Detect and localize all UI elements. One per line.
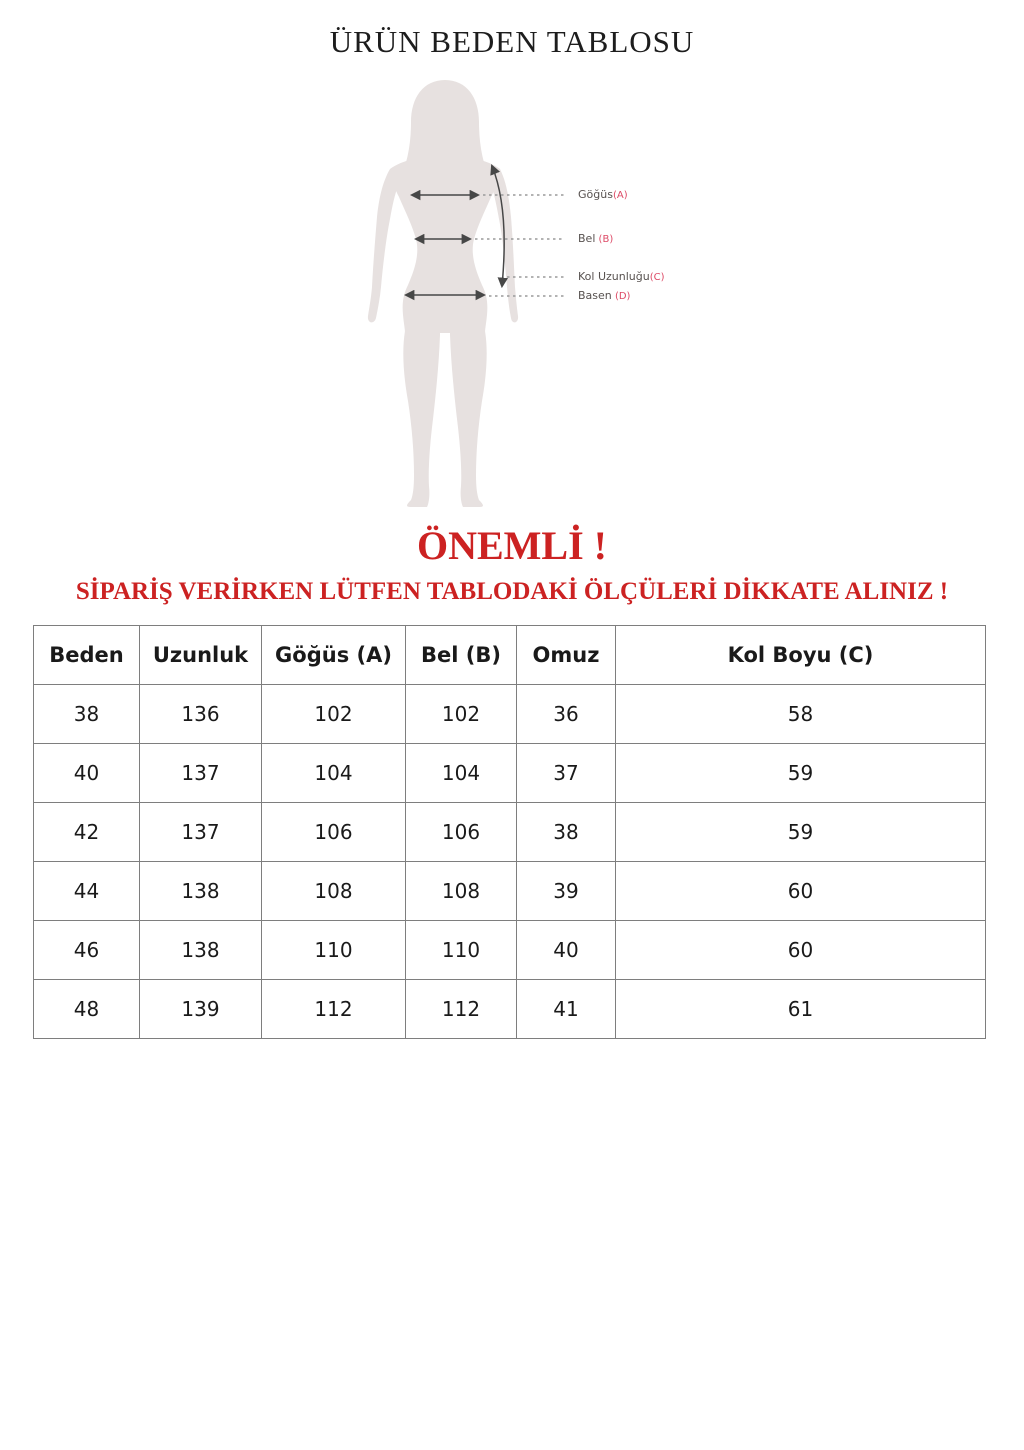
table-cell: 59 [616, 803, 986, 862]
table-cell: 106 [262, 803, 406, 862]
measurement-label-arm-length [578, 270, 665, 284]
measurement-name: Kol Uzunluğu [578, 270, 650, 283]
table-cell: 104 [262, 744, 406, 803]
table-cell: 60 [616, 862, 986, 921]
column-header: Bel (B) [406, 626, 517, 685]
table-cell: 40 [34, 744, 140, 803]
table-cell: 41 [517, 980, 616, 1039]
table-row [34, 803, 986, 862]
table-cell: 112 [406, 980, 517, 1039]
measurement-name: Basen [578, 289, 612, 302]
table-cell: 37 [517, 744, 616, 803]
table-row [34, 980, 986, 1039]
table-cell: 104 [406, 744, 517, 803]
table-cell: 112 [262, 980, 406, 1039]
silhouette-left-arm [368, 169, 401, 322]
table-cell: 48 [34, 980, 140, 1039]
important-heading: ÖNEMLİ ! [417, 523, 607, 568]
table-header-row [34, 626, 986, 685]
table-row [34, 921, 986, 980]
measurement-letter: (D) [611, 291, 631, 302]
silhouette-right-leg [450, 331, 487, 507]
column-header: Kol Boyu (C) [616, 626, 986, 685]
table-cell: 102 [262, 685, 406, 744]
table-cell: 110 [262, 921, 406, 980]
table-row [34, 862, 986, 921]
column-header: Omuz [517, 626, 616, 685]
order-warning-text: SİPARİŞ VERİRKEN LÜTFEN TABLODAKİ ÖLÇÜLERİ DİKKATE ALINIZ ! [75, 578, 949, 605]
measurement-letter: (A) [612, 190, 628, 201]
table-cell: 138 [140, 862, 262, 921]
table-cell: 137 [140, 744, 262, 803]
table-cell: 36 [517, 685, 616, 744]
table-cell: 61 [616, 980, 986, 1039]
measurement-label-waist [578, 232, 613, 246]
page-title: ÜRÜN BEDEN TABLOSU [329, 24, 695, 59]
table-cell: 39 [517, 862, 616, 921]
body-silhouette [368, 80, 518, 507]
table-cell: 136 [140, 685, 262, 744]
table-cell: 46 [34, 921, 140, 980]
column-header: Uzunluk [140, 626, 262, 685]
table-cell: 139 [140, 980, 262, 1039]
table-cell: 138 [140, 921, 262, 980]
table-cell: 38 [517, 803, 616, 862]
measurement-label-chest [578, 188, 628, 202]
table-cell: 106 [406, 803, 517, 862]
table-cell: 60 [616, 921, 986, 980]
table-cell: 58 [616, 685, 986, 744]
measurement-letter: (C) [649, 272, 665, 283]
table-cell: 59 [616, 744, 986, 803]
table-cell: 40 [517, 921, 616, 980]
measurement-name: Göğüs [578, 188, 613, 201]
size-diagram [350, 75, 575, 510]
column-header: Beden [34, 626, 140, 685]
table-cell: 44 [34, 862, 140, 921]
measurement-letter: (B) [595, 234, 614, 245]
silhouette-left-leg [403, 331, 440, 507]
measurement-name: Bel [578, 232, 596, 245]
size-table [33, 625, 986, 1039]
table-cell: 102 [406, 685, 517, 744]
table-row [34, 744, 986, 803]
table-row [34, 685, 986, 744]
measurement-label-hip [578, 289, 630, 303]
table-cell: 137 [140, 803, 262, 862]
silhouette-torso [390, 156, 500, 333]
table-cell: 42 [34, 803, 140, 862]
table-cell: 110 [406, 921, 517, 980]
column-header: Göğüs (A) [262, 626, 406, 685]
table-cell: 108 [262, 862, 406, 921]
table-cell: 38 [34, 685, 140, 744]
table-body [34, 685, 986, 1039]
table-cell: 108 [406, 862, 517, 921]
